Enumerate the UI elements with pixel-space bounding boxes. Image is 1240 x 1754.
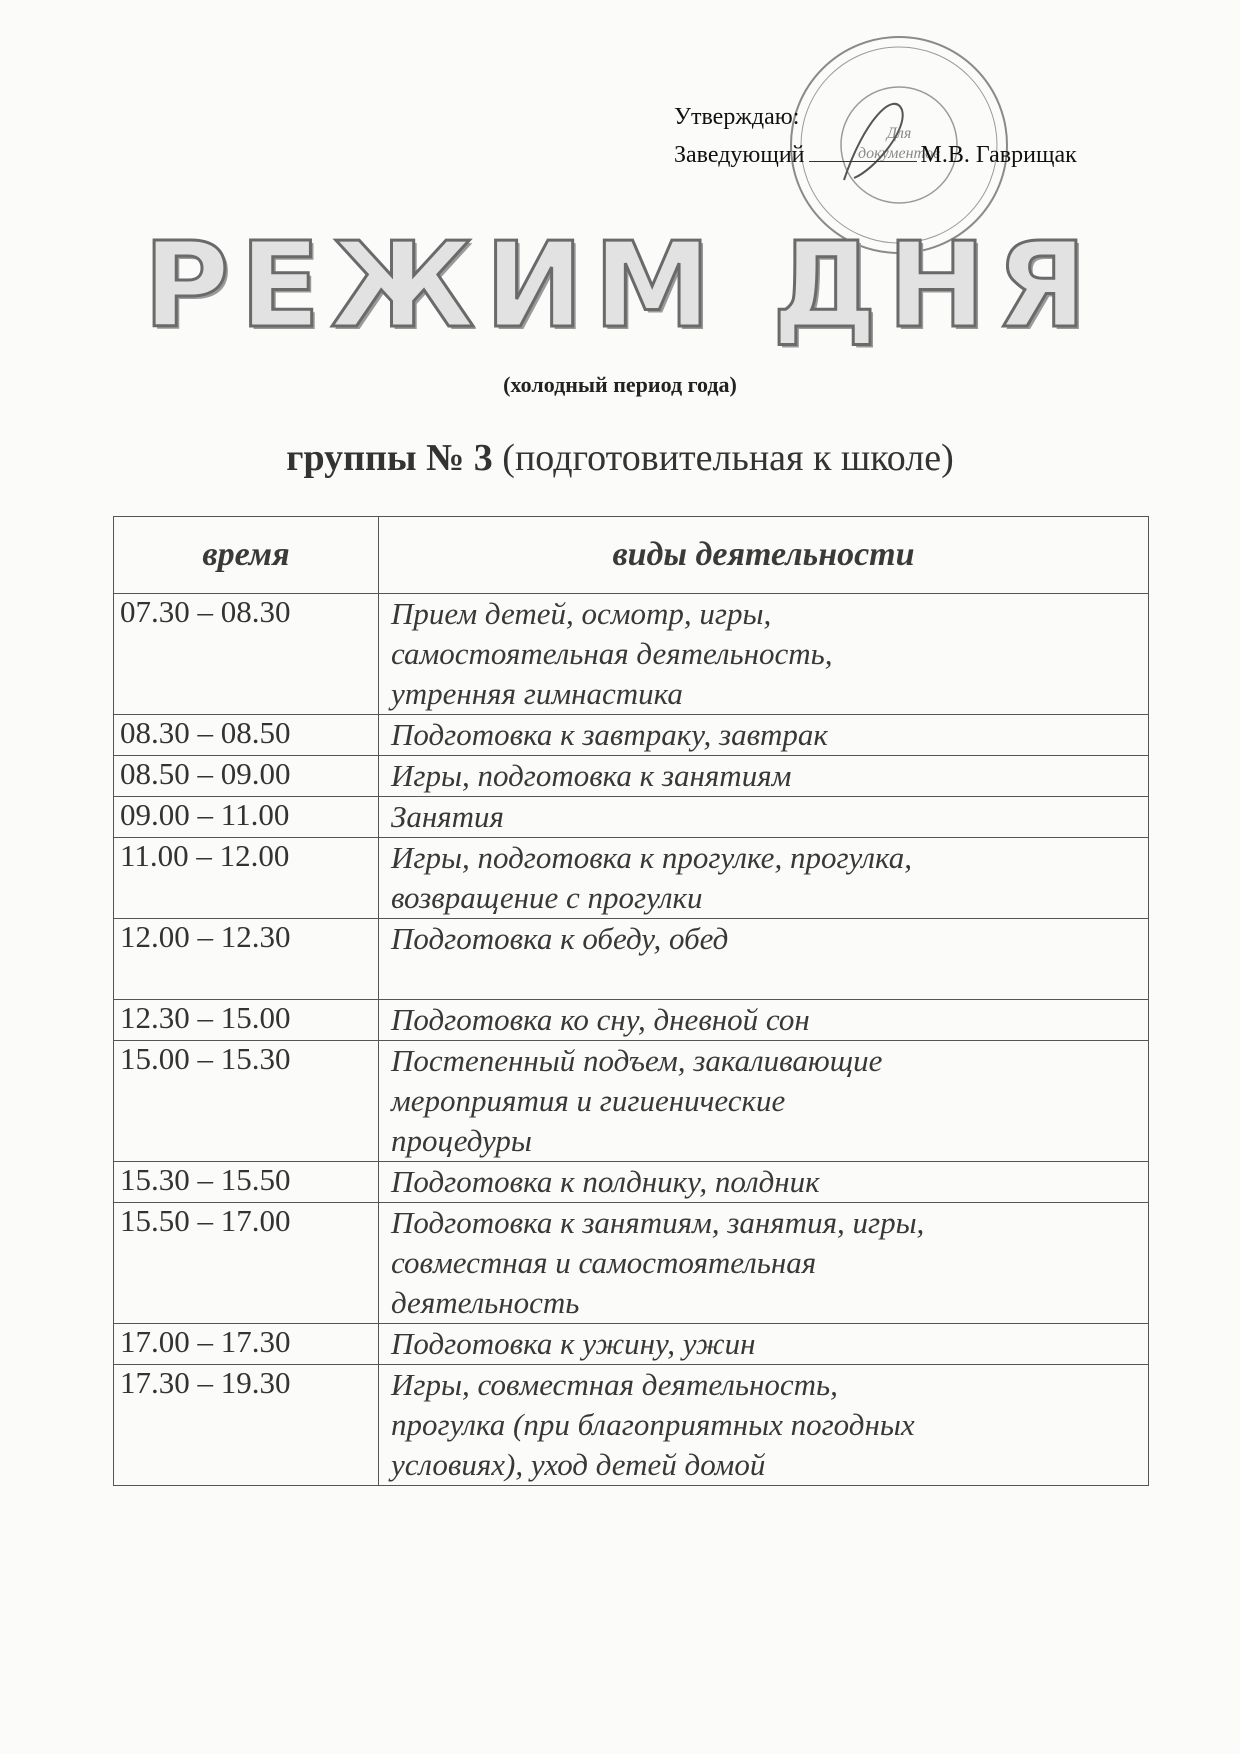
activity-line: Постепенный подъем, закаливающие bbox=[391, 1043, 883, 1078]
signature-line bbox=[809, 141, 917, 162]
row-time: 11.00 – 12.00 bbox=[114, 838, 379, 919]
row-time: 17.00 – 17.30 bbox=[114, 1324, 379, 1365]
group-title bbox=[0, 436, 1240, 480]
row-activity bbox=[379, 919, 1149, 1000]
row-activity bbox=[379, 1162, 1149, 1203]
activity-line: Игры, подготовка к занятиям bbox=[391, 758, 792, 793]
page-title: РЕЖИМ ДНЯ bbox=[143, 216, 1097, 354]
row-time: 12.00 – 12.30 bbox=[114, 919, 379, 1000]
activity-line: Подготовка к полднику, полдник bbox=[391, 1164, 820, 1199]
row-activity bbox=[379, 1324, 1149, 1365]
activity-line: Подготовка к завтраку, завтрак bbox=[391, 717, 828, 752]
row-activity bbox=[379, 1041, 1149, 1162]
row-activity bbox=[379, 838, 1149, 919]
activity-line: совместная и самостоятельная bbox=[391, 1245, 817, 1280]
activity-line: самостоятельная деятельность, bbox=[391, 636, 833, 671]
table-row bbox=[114, 797, 1149, 838]
activity-line: условиях), уход детей домой bbox=[391, 1447, 766, 1482]
row-activity bbox=[379, 1203, 1149, 1324]
schedule-body bbox=[114, 594, 1149, 1486]
approval-position: Заведующий bbox=[674, 142, 805, 168]
svg-text:документов: документов bbox=[857, 145, 941, 162]
row-time: 08.30 – 08.50 bbox=[114, 715, 379, 756]
group-description: (подготовительная к школе) bbox=[502, 437, 954, 479]
table-row bbox=[114, 594, 1149, 715]
table-row bbox=[114, 1000, 1149, 1041]
activity-line: деятельность bbox=[391, 1285, 580, 1320]
group-number: группы № 3 bbox=[286, 437, 493, 479]
row-time: 15.00 – 15.30 bbox=[114, 1041, 379, 1162]
row-time: 08.50 – 09.00 bbox=[114, 756, 379, 797]
approval-block bbox=[674, 98, 1077, 174]
table-row bbox=[114, 756, 1149, 797]
table-row bbox=[114, 715, 1149, 756]
activity-line: возвращение с прогулки bbox=[391, 880, 703, 915]
table-row bbox=[114, 919, 1149, 1000]
activity-line: Игры, совместная деятельность, bbox=[391, 1367, 838, 1402]
row-time: 15.50 – 17.00 bbox=[114, 1203, 379, 1324]
table-row bbox=[114, 1203, 1149, 1324]
row-activity bbox=[379, 715, 1149, 756]
schedule-table bbox=[113, 516, 1149, 1486]
row-activity bbox=[379, 797, 1149, 838]
table-row bbox=[114, 1041, 1149, 1162]
activity-line: процедуры bbox=[391, 1123, 532, 1158]
row-time: 09.00 – 11.00 bbox=[114, 797, 379, 838]
header-activity: виды деятельности bbox=[379, 517, 1149, 594]
table-header-row bbox=[114, 517, 1149, 594]
table-row bbox=[114, 1162, 1149, 1203]
row-activity bbox=[379, 756, 1149, 797]
activity-line: Подготовка к ужину, ужин bbox=[391, 1326, 756, 1361]
row-activity bbox=[379, 594, 1149, 715]
header-time: время bbox=[114, 517, 379, 594]
activity-line: мероприятия и гигиенические bbox=[391, 1083, 786, 1118]
row-time: 12.30 – 15.00 bbox=[114, 1000, 379, 1041]
row-time: 15.30 – 15.50 bbox=[114, 1162, 379, 1203]
row-activity bbox=[379, 1365, 1149, 1486]
period-subtitle: (холодный период года) bbox=[503, 372, 737, 397]
approval-label: Утверждаю: bbox=[674, 104, 800, 130]
row-time: 07.30 – 08.30 bbox=[114, 594, 379, 715]
approval-name: М.В. Гаврищак bbox=[920, 142, 1077, 168]
svg-text:Для: Для bbox=[886, 125, 912, 142]
activity-line: утренняя гимнастика bbox=[391, 676, 683, 711]
activity-line: прогулка (при благоприятных погодных bbox=[391, 1407, 915, 1442]
activity-line: Прием детей, осмотр, игры, bbox=[391, 596, 772, 631]
activity-line: Подготовка ко сну, дневной сон bbox=[391, 1002, 810, 1037]
row-activity bbox=[379, 1000, 1149, 1041]
activity-line: Подготовка к обеду, обед bbox=[391, 921, 729, 956]
table-row bbox=[114, 838, 1149, 919]
table-row bbox=[114, 1365, 1149, 1486]
activity-line: Игры, подготовка к прогулке, прогулка, bbox=[391, 840, 912, 875]
row-time: 17.30 – 19.30 bbox=[114, 1365, 379, 1486]
activity-line: Подготовка к занятиям, занятия, игры, bbox=[391, 1205, 925, 1240]
activity-line: Занятия bbox=[391, 799, 504, 834]
activity-line bbox=[391, 959, 1148, 999]
table-row bbox=[114, 1324, 1149, 1365]
